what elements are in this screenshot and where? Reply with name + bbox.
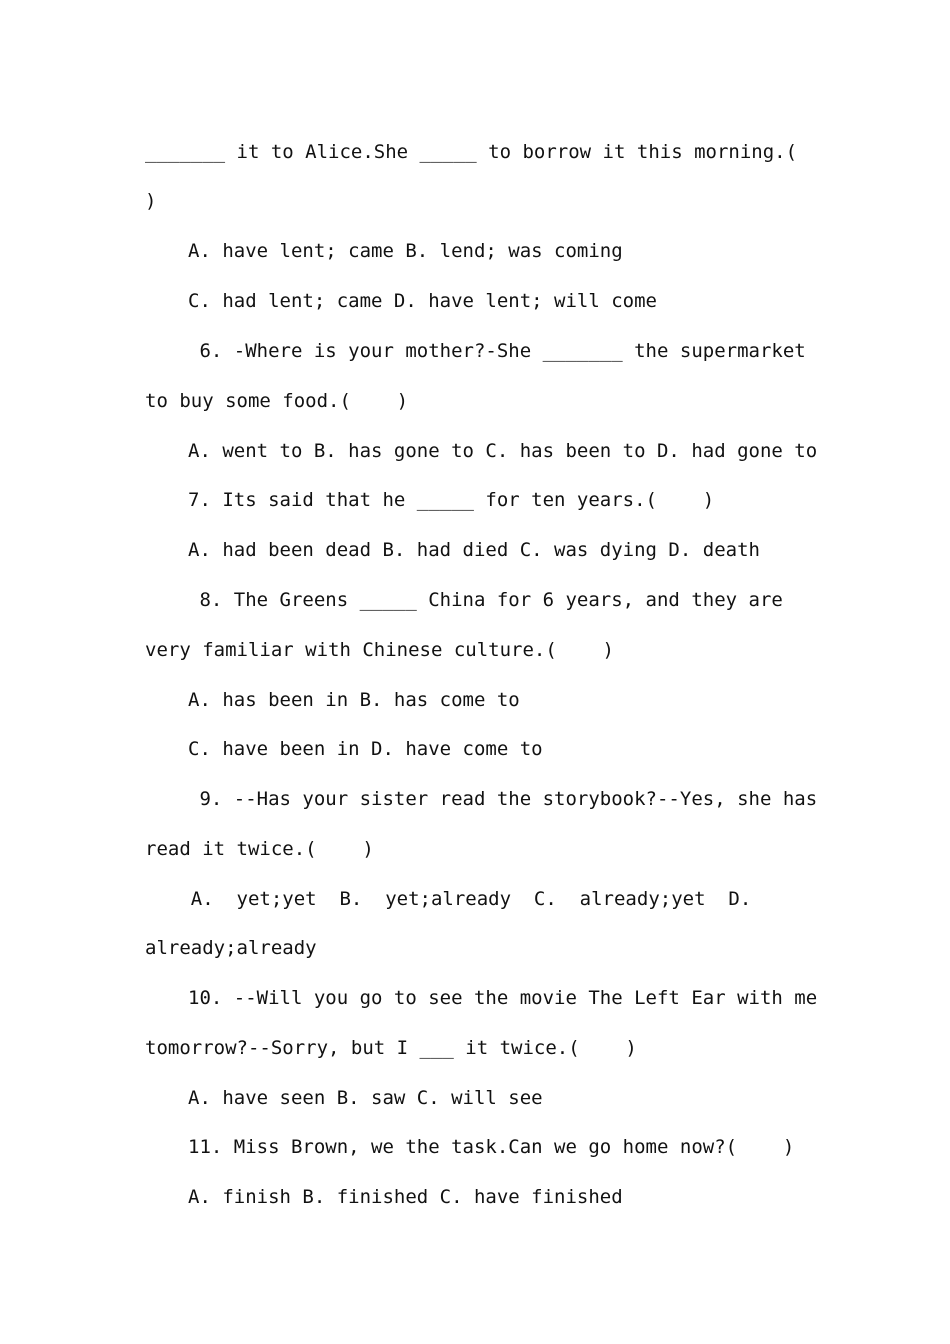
question-10-options: A. have seen B. saw C. will see [188, 1087, 543, 1109]
question-6-options: A. went to B. has gone to C. has been to D. had gone to [188, 440, 818, 462]
question-6-stem-line-2: to buy some food.( ) [145, 390, 409, 412]
question-10-stem-line-1: 10. --Will you go to see the movie The Left Ear with me [188, 987, 818, 1009]
question-7-stem: 7. Its said that he _____ for ten years.( ) [188, 489, 715, 511]
question-5-options-a-b: A. have lent; came B. lend; was coming [188, 240, 623, 262]
question-5-stem-line-1: _______ it to Alice.She _____ to borrow it this morning.( [145, 141, 798, 163]
question-7-options: A. had been dead B. had died C. was dying D. death [188, 539, 760, 561]
question-6-stem-line-1: 6. -Where is your mother?-She _______ the supermarket [188, 340, 806, 362]
question-9-stem-line-2: read it twice.( ) [145, 838, 374, 860]
question-9-stem-line-1: 9. --Has your sister read the storybook?--Yes, she has [188, 788, 818, 810]
question-10-stem-line-2: tomorrow?--Sorry, but I ___ it twice.( ) [145, 1037, 637, 1059]
question-8-stem-line-2: very familiar with Chinese culture.( ) [145, 639, 614, 661]
question-11-stem: 11. Miss Brown, we the task.Can we go home now?( ) [188, 1136, 795, 1158]
question-8-stem-line-1: 8. The Greens _____ China for 6 years, and they are [188, 589, 783, 611]
question-5-stem-line-2: ) [145, 190, 157, 212]
question-9-options-line-2: already;already [145, 937, 317, 959]
question-8-options-c-d: C. have been in D. have come to [188, 738, 543, 760]
question-5-options-c-d: C. had lent; came D. have lent; will come [188, 290, 657, 312]
question-8-options-a-b: A. has been in B. has come to [188, 689, 520, 711]
question-9-options-line-1: A. yet;yet B. yet;already C. already;yet D. [145, 888, 752, 910]
question-11-options: A. finish B. finished C. have finished [188, 1186, 623, 1208]
